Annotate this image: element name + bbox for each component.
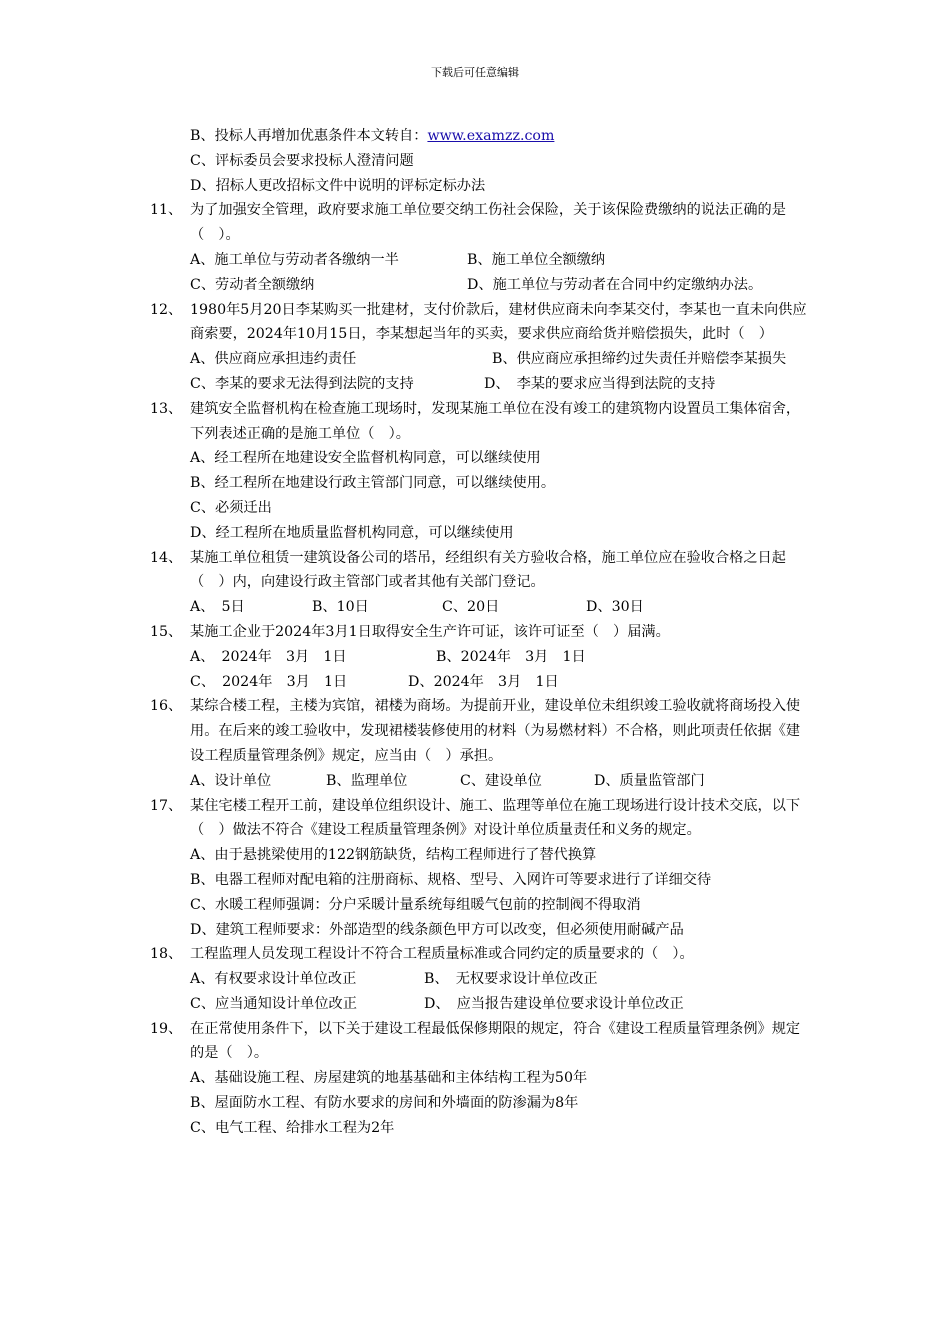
option-d: D、质量监管部门 — [594, 772, 705, 789]
question-number: 15、 — [150, 623, 183, 640]
question-number: 16、 — [150, 698, 183, 715]
option-a: A、有权要求设计单位改正 — [190, 971, 357, 988]
option-a: A、 2024年 3月 1日 — [190, 648, 347, 665]
question-15 — [150, 620, 810, 645]
option-c: C、必须迁出 — [190, 499, 272, 516]
option-d-prev: D、招标人更改招标文件中说明的评标定标办法 — [190, 177, 486, 194]
option-row — [150, 670, 810, 695]
option-a: A、施工单位与劳动者各缴纳一半 — [190, 251, 399, 268]
option-row — [150, 967, 810, 992]
question-number: 12、 — [150, 301, 183, 318]
page-header: 下载后可任意编辑 — [431, 66, 519, 79]
question-number: 18、 — [150, 946, 183, 963]
question-19 — [150, 1017, 810, 1067]
option-b: B、监理单位 — [326, 772, 408, 789]
option-row — [150, 645, 810, 670]
question-text: 某施工企业于2024年3月1日取得安全生产许可证，该许可证至（ ）届满。 — [190, 623, 670, 640]
option-d: D、2024年 3月 1日 — [408, 673, 559, 690]
option-b: B、2024年 3月 1日 — [436, 648, 586, 665]
option-a: A、供应商应承担违约责任 — [190, 351, 357, 368]
option-a: A、由于悬挑梁使用的122钢筋缺货，结构工程师进行了替代换算 — [190, 847, 597, 864]
question-number: 17、 — [150, 797, 183, 814]
question-13 — [150, 397, 810, 447]
option-b: B、电器工程师对配电箱的注册商标、规格、型号、入网许可等要求进行了详细交待 — [190, 871, 712, 888]
option-d: D、施工单位与劳动者在合同中约定缴纳办法。 — [467, 276, 763, 293]
source-link[interactable]: www.examzz.com — [427, 128, 555, 144]
option-c: C、 2024年 3月 1日 — [190, 673, 348, 690]
option-b: B、10日 — [312, 599, 369, 616]
option-d: D、建筑工程师要求：外部造型的线条颜色甲方可以改变，但必须使用耐碱产品 — [190, 921, 684, 938]
option-b: B、屋面防水工程、有防水要求的房间和外墙面的防渗漏为8年 — [190, 1095, 579, 1112]
option-row — [150, 347, 810, 372]
option-a: A、设计单位 — [190, 772, 272, 789]
question-14 — [150, 546, 810, 596]
option-d: D、 应当报告建设单位要求设计单位改正 — [424, 995, 684, 1012]
option-a: A、经工程所在地建设安全监督机构同意，可以继续使用 — [190, 450, 541, 467]
option-row — [150, 372, 810, 397]
option-d: D、30日 — [586, 599, 644, 616]
option-row — [150, 248, 810, 273]
option-row — [150, 595, 810, 620]
option-b: B、供应商应承担缔约过失责任并赔偿李某损失 — [492, 351, 787, 368]
question-16 — [150, 694, 810, 768]
question-12 — [150, 298, 810, 348]
question-number: 14、 — [150, 549, 183, 566]
question-17 — [150, 794, 810, 844]
option-c: C、20日 — [442, 599, 500, 616]
question-number: 19、 — [150, 1020, 183, 1037]
question-text: 某住宅楼工程开工前，建设单位组织设计、施工、监理等单位在施工现场进行设计技术交底，以下（ ）做法不符合《建设工程质量管理条例》对设计单位质量责任和义务的规定。 — [190, 797, 801, 839]
option-b: B、 无权要求设计单位改正 — [424, 971, 598, 988]
option-text: B、投标人再增加优惠条件本文转自： — [190, 128, 428, 144]
question-text: 在正常使用条件下，以下关于建设工程最低保修期限的规定，符合《建设工程质量管理条例》规定的是（ ）。 — [190, 1020, 801, 1062]
option-c: C、电气工程、给排水工程为2年 — [190, 1119, 395, 1136]
question-text: 工程监理人员发现工程设计不符合工程质量标准或合同约定的质量要求的（ ）。 — [190, 946, 694, 963]
question-18 — [150, 942, 810, 967]
option-a: A、 5日 — [190, 599, 245, 616]
option-c: C、劳动者全额缴纳 — [190, 276, 315, 293]
question-text: 某施工单位租赁一建筑设备公司的塔吊，经组织有关方验收合格，施工单位应在验收合格之日起（ ）内，向建设行政主管部门或者其他有关部门登记。 — [190, 549, 786, 591]
option-a: A、基础设施工程、房屋建筑的地基基础和主体结构工程为50年 — [190, 1070, 588, 1087]
option-c: C、水暖工程师强调：分户采暖计量系统每组暖气包前的控制阀不得取消 — [190, 896, 641, 913]
option-d: D、经工程所在地质量监督机构同意，可以继续使用 — [190, 524, 514, 541]
option-row — [150, 769, 810, 794]
question-number: 13、 — [150, 400, 183, 417]
option-c: C、应当通知设计单位改正 — [190, 995, 357, 1012]
option-row — [150, 273, 810, 298]
question-text: 1980年5月20日李某购买一批建材，支付价款后，建材供应商未向李某交付，李某也一直未向供应商索要，2024年10月15日，李某想起当年的买卖，要求供应商给货并赔偿损失，此时（ ） — [190, 301, 807, 343]
question-text: 某综合楼工程，主楼为宾馆，裙楼为商场。为提前开业，建设单位未组织竣工验收就将商场投入使用。在后来的竣工验收中，发现裙楼装修使用的材料（为易燃材料）不合格，则此项责任依据《建设工程质量管理条例》规定，应当由（ ）承担。 — [190, 698, 801, 764]
option-b: B、经工程所在地建设行政主管部门同意，可以继续使用。 — [190, 475, 556, 492]
question-text: 建筑安全监督机构在检查施工现场时，发现某施工单位在没有竣工的建筑物内设置员工集体宿舍，下列表述正确的是施工单位（ ）。 — [190, 400, 801, 442]
option-row — [150, 992, 810, 1017]
document-body — [150, 124, 810, 1141]
option-c: C、建设单位 — [460, 772, 542, 789]
option-b: B、施工单位全额缴纳 — [467, 251, 606, 268]
option-d: D、 李某的要求应当得到法院的支持 — [484, 375, 716, 392]
question-number: 11、 — [150, 202, 183, 219]
question-11 — [150, 198, 810, 248]
option-c-prev: C、评标委员会要求投标人澄清问题 — [190, 152, 414, 169]
option-b-prev — [150, 124, 810, 149]
question-text: 为了加强安全管理，政府要求施工单位要交纳工伤社会保险，关于该保险费缴纳的说法正确的是（ ）。 — [190, 202, 786, 244]
option-c: C、李某的要求无法得到法院的支持 — [190, 375, 414, 392]
